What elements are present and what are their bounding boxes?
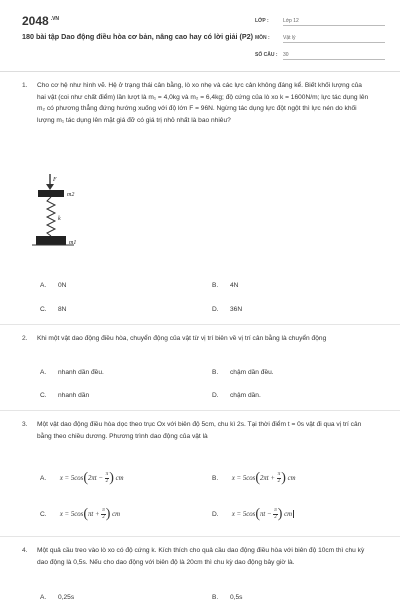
mass-bottom-label: m1 xyxy=(69,240,77,246)
meta-value: Lớp 12 xyxy=(283,18,299,24)
equation xyxy=(59,470,124,485)
fraction-denominator: 2 xyxy=(102,514,105,520)
option-3a[interactable] xyxy=(40,470,124,486)
option-2a[interactable] xyxy=(40,369,104,376)
logo-suffix: .VN xyxy=(50,16,60,22)
mass-top-label: m2 xyxy=(67,192,75,198)
fraction-numerator: π xyxy=(274,507,277,513)
option-label: A. xyxy=(40,474,47,482)
equation xyxy=(231,470,296,485)
paren-close: ) xyxy=(109,470,114,485)
question-divider xyxy=(0,536,400,537)
meta-key: LỚP : xyxy=(255,18,269,24)
meta-underline xyxy=(283,59,385,60)
option-text: 36N xyxy=(230,306,243,313)
paren-close: ) xyxy=(277,506,283,521)
question-divider xyxy=(0,410,400,411)
meta-value: Vật lý xyxy=(283,35,296,41)
question-number: 3. xyxy=(22,421,28,428)
equation-prefix: x = 5cos xyxy=(231,510,256,518)
question-text: Cho cơ hệ như hình vẽ. Hệ ở trạng thái cân bằng, lò xo nhẹ và các lực cản không đáng kể. Biết khối lượng của hai vật (coi như chất điểm) lần lượt là m₁ = 4,0kg và m₂ = 6,4kg; độ cứng của lò xo k = 1600N/m; lực tác dụng lên m₂ có phương thẳng đứng hướng xuống với độ lớn F = 96N. Ngừng tác dụng lực đột ngột thì lực nén do khối lượng m₁ tác dụng lên mặt giá đỡ có giá trị nhỏ nhất là bao nhiêu? xyxy=(37,82,369,124)
option-3d[interactable] xyxy=(212,506,294,522)
question-number: 1. xyxy=(22,82,28,89)
option-1c[interactable] xyxy=(40,306,66,313)
option-text: chậm dần đều. xyxy=(230,369,274,376)
document-header xyxy=(0,0,400,70)
spring-mass-figure xyxy=(30,172,110,258)
option-label: B. xyxy=(212,369,219,376)
option-label: C. xyxy=(40,306,47,313)
meta-value: 30 xyxy=(283,52,289,58)
option-text: 8N xyxy=(58,306,67,313)
meta-key: SỐ CÂU : xyxy=(255,52,278,58)
meta-underline xyxy=(283,42,385,43)
option-label: D. xyxy=(212,510,219,518)
option-2d[interactable] xyxy=(212,392,261,399)
option-text: nhanh dần đều. xyxy=(58,369,104,376)
option-2b[interactable] xyxy=(212,369,274,376)
option-label: C. xyxy=(40,392,47,399)
paren-open: ( xyxy=(83,470,88,485)
meta-row-subject xyxy=(255,35,385,52)
option-3b[interactable] xyxy=(212,470,296,486)
mass-bottom-block xyxy=(36,236,66,245)
fraction-numerator: π xyxy=(277,471,281,477)
document-meta xyxy=(255,18,385,69)
question-number: 4. xyxy=(22,547,28,554)
option-text: 0N xyxy=(58,282,67,289)
option-text: 0,25s xyxy=(58,594,75,601)
mass-top-block xyxy=(38,190,64,197)
meta-row-class xyxy=(255,18,385,35)
option-label: D. xyxy=(212,306,219,313)
option-text: 4N xyxy=(230,282,239,289)
option-label: D. xyxy=(212,392,219,399)
equation-prefix: x = 5cos xyxy=(231,474,256,482)
fraction-numerator: π xyxy=(105,471,109,477)
force-arrowhead xyxy=(46,184,54,190)
equation-unit: cm xyxy=(115,474,124,482)
option-2c[interactable] xyxy=(40,392,89,399)
paren-open: ( xyxy=(83,506,88,521)
option-label: A. xyxy=(40,282,47,289)
option-3c[interactable] xyxy=(40,506,120,522)
fraction-denominator: 2 xyxy=(274,514,277,520)
spring xyxy=(47,197,55,236)
fraction-numerator: π xyxy=(102,507,105,513)
option-text: nhanh dần xyxy=(58,392,90,399)
equation xyxy=(231,506,294,521)
option-1a[interactable] xyxy=(40,282,66,289)
question-number: 2. xyxy=(22,335,28,342)
document-title: 180 bài tập Dao động điều hòa cơ bản, nâng cao hay có lời giải (P2) xyxy=(22,32,254,41)
fraction-denominator: 2 xyxy=(105,478,109,484)
option-1b[interactable] xyxy=(212,282,238,289)
option-text: chậm dần. xyxy=(230,392,261,399)
question-divider xyxy=(0,324,400,325)
equation-prefix: x = 5cos xyxy=(59,474,84,482)
meta-row-count xyxy=(255,52,385,69)
question-text: Một vật dao động điều hòa dọc theo trục Ox với biên độ 5cm, chu kì 2s. Tại thời điểm t = 0s vật đi qua vị trí cân bằng theo chiều dương. Phương trình dao động của vật là xyxy=(37,421,362,440)
text-cursor xyxy=(293,510,294,518)
meta-underline xyxy=(283,25,385,26)
option-text: 0,5s xyxy=(230,594,243,601)
site-logo[interactable] xyxy=(22,14,59,28)
option-label: A. xyxy=(40,594,47,601)
equation-argument: 2πt + xyxy=(259,474,277,482)
question-text: Một quả cầu treo vào lò xo có độ cứng k. Kích thích cho quả cầu dao động điều hòa với biên độ 10cm thì chu kỳ dao động là 0,5s. Nếu cho dao động với biên độ là 20cm thì chu kỳ dao động bây giờ là. xyxy=(37,547,365,566)
option-label: A. xyxy=(40,369,47,376)
meta-key: MÔN : xyxy=(255,35,270,41)
option-label: B. xyxy=(212,282,219,289)
option-1d[interactable] xyxy=(212,306,242,313)
equation-argument: πt − xyxy=(259,510,274,518)
paren-open: ( xyxy=(255,470,260,485)
equation-argument: πt + xyxy=(87,510,102,518)
spring-label: k xyxy=(58,216,61,222)
option-label: B. xyxy=(212,474,219,482)
equation-prefix: x = 5cos xyxy=(59,510,84,518)
equation-unit: cm xyxy=(284,510,293,518)
logo-text: 2048 xyxy=(22,14,49,28)
question-text: Khi một vật dao động điều hòa, chuyển động của vật từ vị trí biên về vị trí cân bằng là chuyển động xyxy=(37,335,327,342)
paren-close: ) xyxy=(281,470,286,485)
fraction-denominator: 2 xyxy=(277,478,281,484)
equation xyxy=(59,506,121,521)
option-label: C. xyxy=(40,510,47,518)
equation-argument: 2πt − xyxy=(87,474,105,482)
force-label: F xyxy=(53,177,57,183)
paren-close: ) xyxy=(105,506,111,521)
option-label: B. xyxy=(212,594,219,601)
paren-open: ( xyxy=(255,506,260,521)
equation-unit: cm xyxy=(287,474,296,482)
equation-unit: cm xyxy=(112,510,121,518)
header-divider xyxy=(0,71,400,72)
